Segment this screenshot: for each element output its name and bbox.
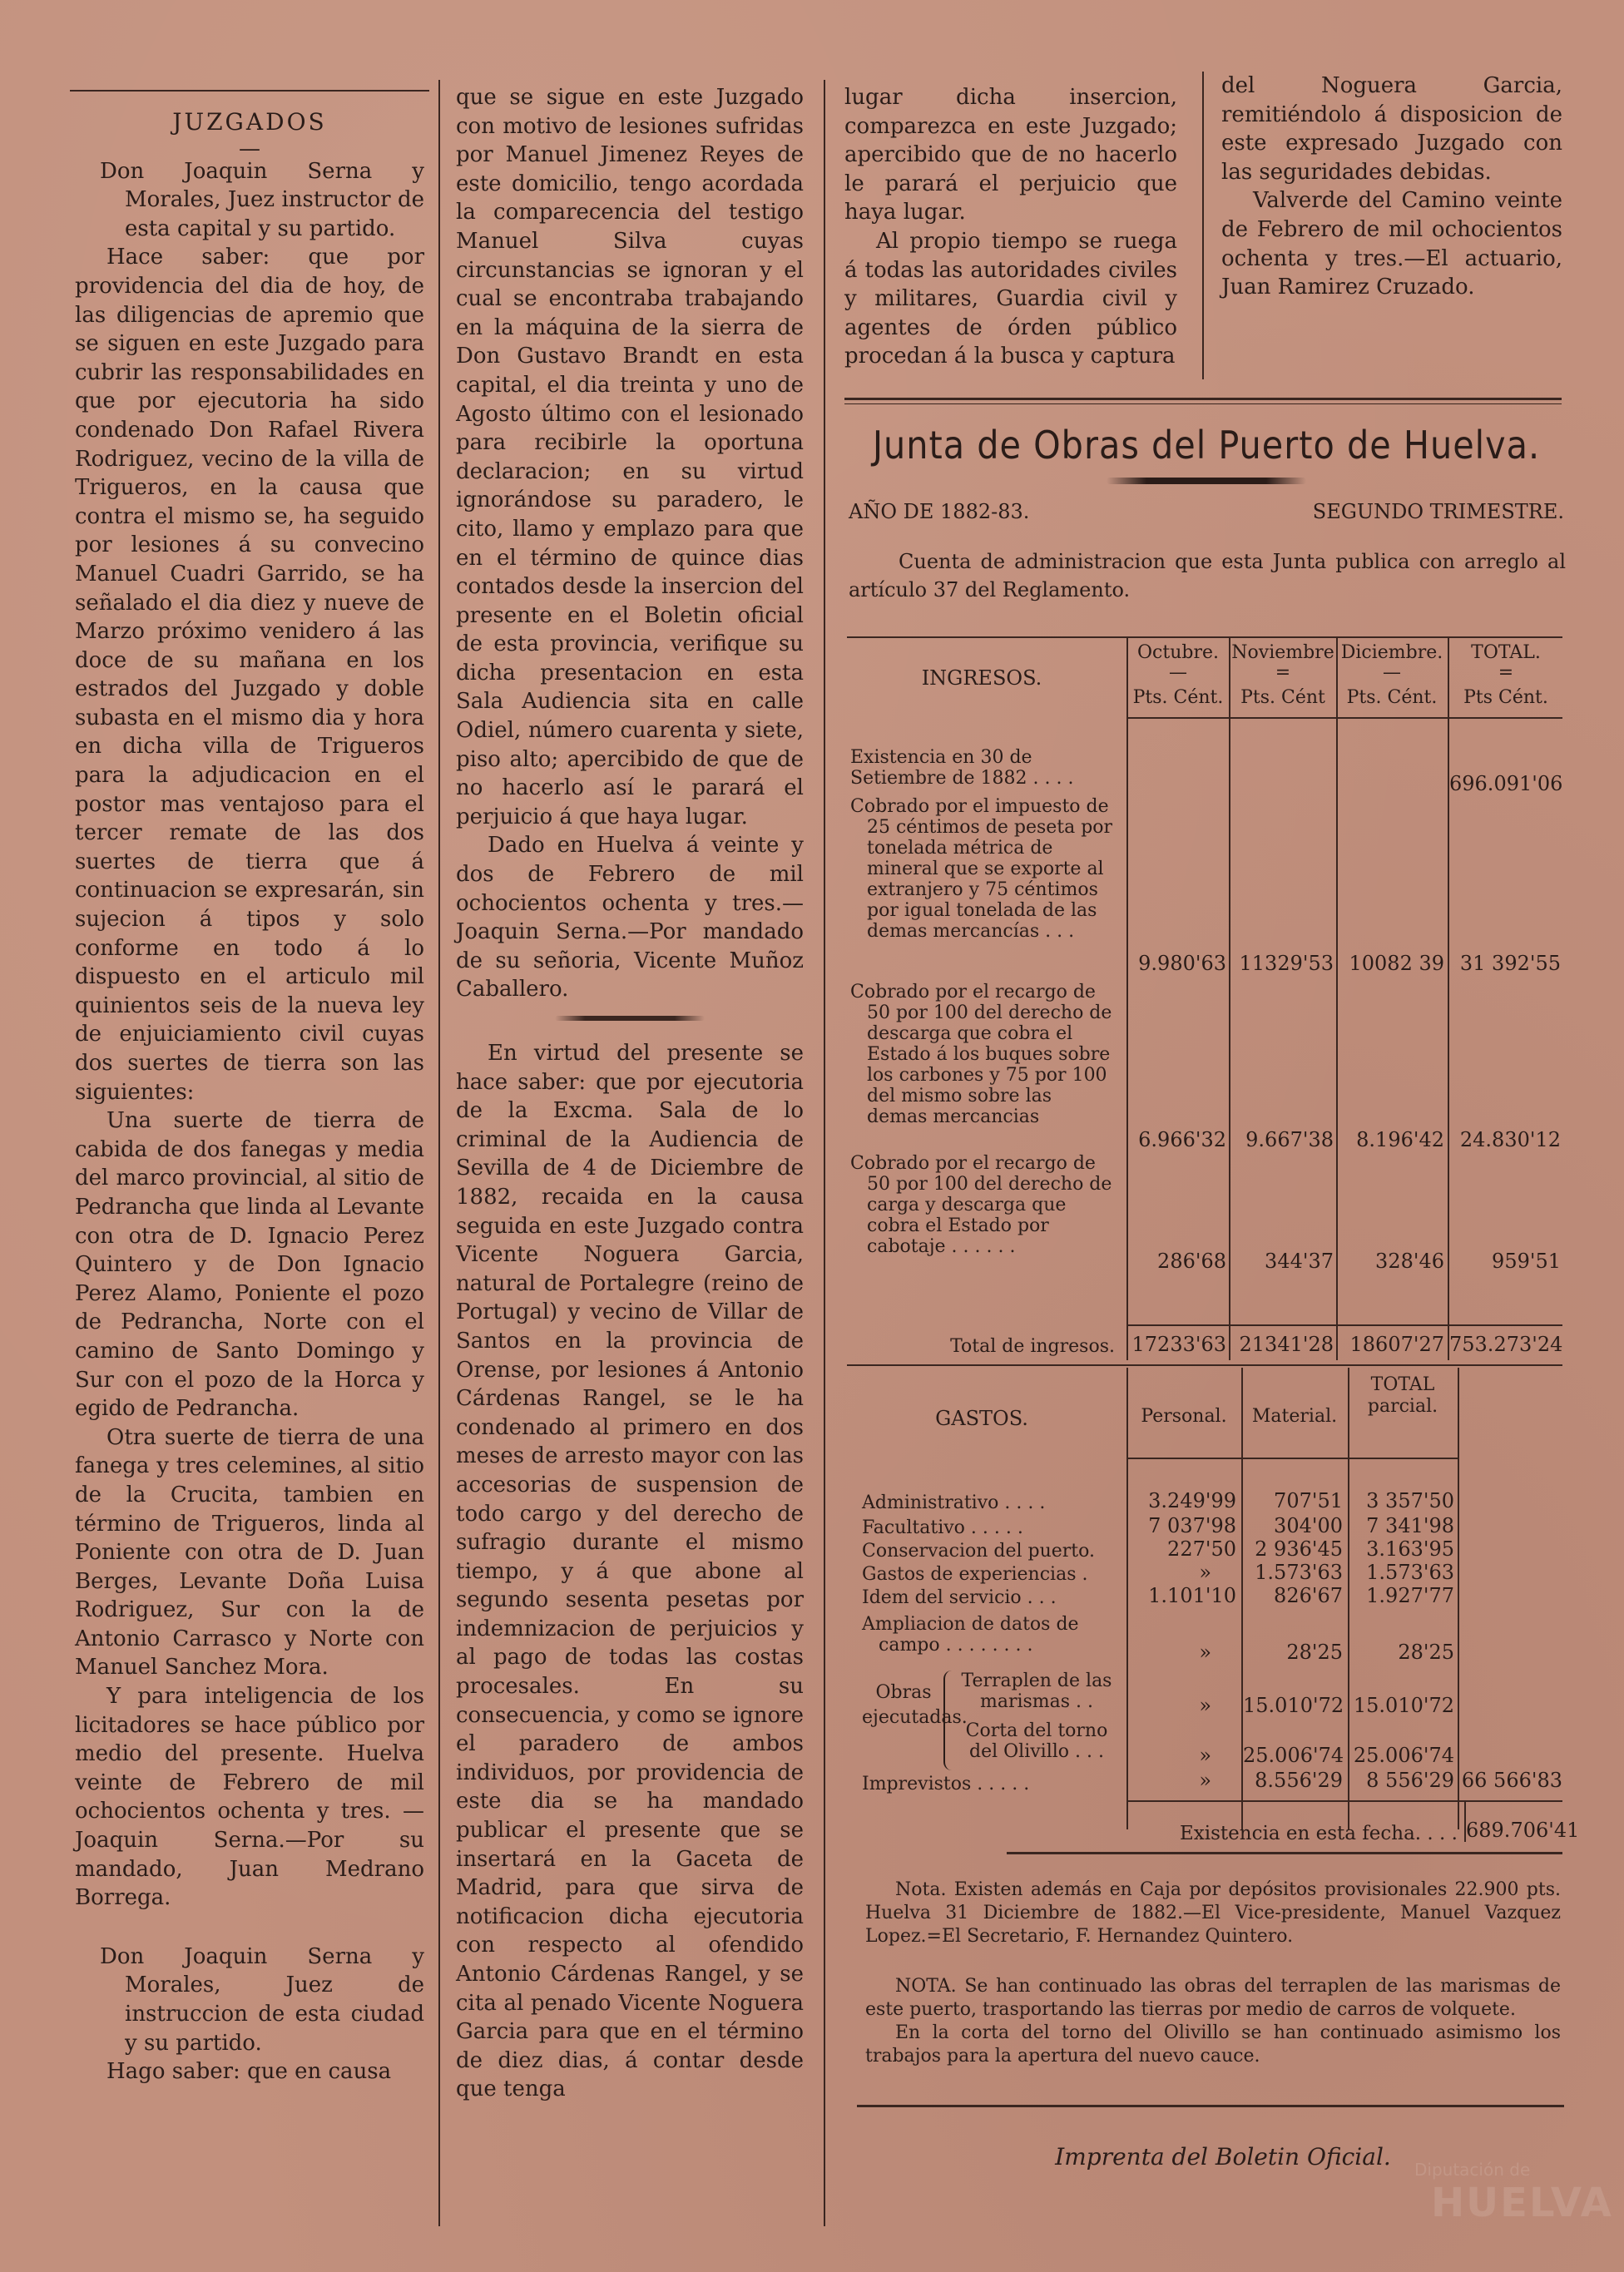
obras-row-parcial: 15.010'72 [1353, 1694, 1454, 1717]
imprevistos-parcial: 8 556'29 [1366, 1769, 1454, 1792]
income-row-label: Existencia en 30 de Setiembre de 1882 . . . . [850, 747, 1074, 789]
dash-nov: = [1275, 662, 1291, 683]
month-header-dic: Diciembre. [1340, 642, 1443, 663]
income-row-label: Cobrado por el recargo de 50 por 100 del derecho de carga y descarga que cobra el Estado por cabotaje . . . . . . [850, 1153, 1112, 1257]
income-row-dic: 8.196'42 [1356, 1128, 1444, 1151]
top-rule-col1 [70, 90, 429, 92]
notice-1-lot-2: Otra suerte de tierra de una fanega y tres celemines, al sitio de la Crucita, tambien en término de Trigueros, linda al Poniente con otra de D. Juan Berges, Levante Doña Luisa Rodriguez, Sur con la de Antonio Carrasco y Norte con Manuel Sanchez Mora. [75, 1424, 424, 1680]
column-divider-1 [438, 80, 440, 2226]
income-header-rule [1126, 717, 1562, 719]
imprevistos-label: Imprevistos . . . . . [862, 1774, 1030, 1794]
expense-bottom-rule [1126, 1800, 1562, 1802]
income-row-nov: 344'37 [1265, 1250, 1334, 1273]
gastos-row-label: Facultativo . . . . . [862, 1517, 1023, 1538]
income-row-dic: 10082 39 [1349, 952, 1444, 975]
gastos-row-parcial: 28'25 [1398, 1641, 1454, 1664]
income-row-total: 959'51 [1492, 1250, 1561, 1273]
income-row-total: 31 392'55 [1459, 952, 1561, 975]
gastos-label: GASTOS. [935, 1407, 1028, 1430]
obras-row-label: Corta del torno del Olivillo . . . [965, 1720, 1108, 1762]
obras-row-parcial: 25.006'74 [1353, 1744, 1454, 1767]
nota-1: Nota. Existen además en Caja por depósitos provisionales 22.900 pts. Huelva 31 Diciembre de 1882.—El Vice-presidente, Manuel Vazquez Lopez.=El Secretario, F. Hernandez Quintero. [865, 1879, 1561, 1947]
income-row-nov: 11329'53 [1239, 952, 1334, 975]
notice-3-remit: del Noguera Garcia, remitiéndolo á disposicion de este expresado Juzgado con las seguridades debidas. [1221, 73, 1562, 185]
existencia-label: Existencia en esta fecha. . . . [1180, 1823, 1458, 1844]
gastos-row-label: Ampliacion de datos de campo . . . . . . . . [862, 1614, 1079, 1656]
gastos-row-parcial: 7 341'98 [1366, 1514, 1454, 1537]
gastos-row-material: 826'67 [1274, 1584, 1343, 1607]
column-1 [75, 108, 424, 2086]
notice-3-body: En virtud del presente se hace saber: que por ejecutoria de la Excma. Sala de lo criminal de la Audiencia de Sevilla de 4 de Diciembre de 1882, recaida en la causa seguida en este Juzgado contra Vicente Noguera Garcia, natural de Portalegre (reino de Portugal) y vecino de Villar de Santos en la provincia de Orense, por lesiones á Antonio Cárdenas Rangel, se le ha condenado al primero en dos meses de arresto mayor con las accesorias de suspension de todo cargo y del derecho de sufragio durante el mismo tiempo, y á que abone al segundo sesenta pesetas por indemnizacion de perjuicios y al pago de todas las costas procesales. En su consecuencia, y como se ignore el paradero de ambos individuos, por providencia de este dia se ha mandado publicar el presente que se insertará en la Gaceta de Madrid, para que sirva de notificacion dicha ejecutoria con respecto al ofendido Antonio Cárdenas Rangel, y se cita al penado Vicente Noguera Garcia para que en el término de diez dias, á contar desde que tenga [456, 1041, 804, 2102]
notice-1-lot-1: Una suerte de tierra de cabida de dos fanegas y media del marco provincial, al sitio de Pedrancha que linda al Levante con otra de D. Ignacio Perez Quintero y de Don Ignacio Perez Alamo, Poniente el pozo de Pedrancha, Norte con el camino de Santo Domingo y Sur con el pozo de la Horca y egido de Pedrancha. [75, 1108, 424, 1422]
gastos-row-material: 304'00 [1274, 1514, 1343, 1537]
notice-3-request: Al propio tiempo se ruega á todas las autoridades civiles y militares, Guardia civil y agentes de órden público procedan á la busca y captura [844, 228, 1177, 369]
junta-quarter: SEGUNDO TRIMESTRE. [1312, 500, 1564, 523]
watermark-logo-text: HUELVA [1431, 2180, 1613, 2226]
heading-dash: — [239, 136, 260, 161]
income-sum-rule [1126, 1324, 1562, 1326]
month-header-oct: Octubre. [1137, 642, 1219, 663]
obras-row-personal: » [1199, 1744, 1211, 1767]
gastos-header-material: Material. [1251, 1406, 1338, 1427]
income-row-total: 696.091'06 [1449, 772, 1563, 795]
gastos-row-material: 1.573'63 [1255, 1561, 1343, 1584]
income-table-top-rule [847, 636, 1562, 638]
total-ingresos-oct: 17233'63 [1131, 1333, 1226, 1356]
gastos-row-label: Gastos de experiencias . [862, 1564, 1088, 1585]
gastos-row-label: Conservacion del puerto. [862, 1541, 1095, 1562]
unit-header-oct: Pts. Cént. [1132, 687, 1224, 708]
obras-row-personal: » [1199, 1694, 1211, 1717]
gastos-row-personal: » [1199, 1561, 1211, 1584]
obras-label: Obras ejecutadas. [862, 1682, 968, 1728]
section-heading-juzgados: JUZGADOS [172, 108, 327, 136]
expense-col-divider-4 [1458, 1368, 1459, 1829]
income-row-oct: 9.980'63 [1138, 952, 1226, 975]
notice-2-body: que se sigue en este Juzgado con motivo de lesiones sufridas por Manuel Jimenez Reyes de este domicilio, tengo acordada la comparecencia del testigo Manuel Silva cuyas circunstancias se ignoran y el cual se encontraba trabajando en la máquina de la sierra de Don Gustavo Brandt en esta capital, el dia treinta y uno de Agosto último con el lesionado para recibirle la oportuna declaracion; en su virtud ignorándose su paradero, le cito, llamo y emplazo para que en el término de quince dias contados desde la insercion del presente en el Boletin oficial de esta provincia, verifique su dicha presentacion en esta Sala Audiencia sita en calle Odiel, número cuarenta y siete, piso alto; apercibido de que de no hacerlo así le parará el perjuicio á que haya lugar. [456, 85, 804, 829]
dash-dic: — [1383, 662, 1401, 683]
junta-year: AÑO DE 1882-83. [849, 500, 1030, 523]
imprenta-footer: Imprenta del Boletin Oficial. [1055, 2143, 1391, 2171]
total-ingresos-label: Total de ingresos. [950, 1336, 1115, 1357]
notice-3-continued: lugar dicha insercion, comparezca en este Juzgado; apercibido que de no hacerlo le parará el perjuicio que haya lugar. [844, 85, 1177, 225]
income-bottom-rule [847, 1364, 1562, 1366]
unit-header-total: Pts Cént. [1463, 687, 1548, 708]
judge-title-2: Don Joaquin Serna y Morales, Juez de instruccion de esta ciudad y su partido. [100, 1943, 424, 2056]
gastos-row-parcial: 3 357'50 [1366, 1489, 1454, 1512]
notice-3-signature: Valverde del Camino veinte de Febrero de mil ochocientos ochenta y tres.—El actuario, Juan Ramirez Cruzado. [1221, 188, 1562, 300]
total-ingresos-nov: 21341'28 [1239, 1333, 1334, 1356]
judge-title-1: Don Joaquin Serna y Morales, Juez instructor de esta capital y su partido. [100, 158, 424, 241]
unit-header-dic: Pts. Cént. [1346, 687, 1438, 708]
gastos-header-rule [1126, 1458, 1458, 1459]
dash-oct: — [1169, 662, 1187, 683]
junta-intro: Cuenta de administracion que esta Junta publica con arreglo al artículo 37 del Reglamento. [849, 550, 1566, 601]
column-4-top [1221, 72, 1562, 302]
existencia-total: 689.706'41 [1466, 1819, 1580, 1842]
imprenta-rule [857, 2105, 1564, 2107]
gastos-row-label: Administrativo . . . . [862, 1492, 1046, 1513]
income-row-label: Cobrado por el impuesto de 25 céntimos de peseta por tonelada métrica de mineral que se exporte al extranjero y 75 céntimos por igual tonelada de las demas mercancías . . . [850, 796, 1113, 942]
junta-top-rule [844, 398, 1562, 400]
junta-ornament [1107, 478, 1306, 484]
imprevistos-personal: » [1199, 1769, 1211, 1792]
month-header-nov: Noviembre [1231, 642, 1334, 663]
income-row-label: Cobrado por el recargo de 50 por 100 del derecho de descarga que cobra el Estado á los buques sobre los carbones y 75 por 100 del mismo sobre las demas mercancias [850, 982, 1112, 1127]
unit-header-nov: Pts. Cént [1240, 687, 1325, 708]
notice-2-closing: Dado en Huelva á veinte y dos de Febrero de mil ochocientos ochenta y tres.—Joaquin Serna.—Por mandado de su señoria, Vicente Muñoz Caballero. [456, 833, 804, 1002]
column-divider-3 [1202, 72, 1204, 379]
notice-2-start: Hago saber: que en causa [106, 2059, 392, 2085]
ornament-divider [555, 1016, 705, 1021]
income-row-oct: 286'68 [1157, 1250, 1226, 1273]
imprevistos-material: 8.556'29 [1255, 1769, 1343, 1792]
nota-2a: NOTA. Se han continuado las obras del terraplen de las marismas de este puerto, trasportando las tierras por medio de carros de volquete. [865, 1976, 1561, 2020]
obras-row-material: 15.010'72 [1243, 1694, 1344, 1717]
gastos-row-material: 707'51 [1274, 1489, 1343, 1512]
gastos-row-label: Idem del servicio . . . [862, 1587, 1057, 1608]
income-row-dic: 328'46 [1375, 1250, 1444, 1273]
gastos-row-personal: 227'50 [1167, 1537, 1236, 1561]
gastos-row-personal: 3.249'99 [1148, 1489, 1236, 1512]
income-row-oct: 6.966'32 [1138, 1128, 1226, 1151]
existencia-rule [1007, 1852, 1562, 1854]
junta-top-rule-thin [844, 403, 1562, 404]
obras-row-label: Terraplen de las marismas . . [961, 1671, 1112, 1712]
dash-total: = [1498, 662, 1514, 683]
watermark-small-text: Diputación de [1414, 2160, 1531, 2180]
gastos-total: 66 566'83 [1461, 1769, 1562, 1792]
gastos-row-parcial: 1.927'77 [1366, 1584, 1454, 1607]
gastos-header-parcial: TOTAL parcial. [1367, 1374, 1438, 1417]
total-ingresos-dic: 18607'27 [1349, 1333, 1444, 1356]
column-3-top [844, 83, 1177, 371]
gastos-row-material: 28'25 [1286, 1641, 1343, 1664]
ingresos-label: INGRESOS. [921, 666, 1042, 690]
gastos-row-parcial: 1.573'63 [1366, 1561, 1454, 1584]
obras-brace [943, 1671, 953, 1770]
month-header-total: TOTAL. [1471, 642, 1541, 663]
gastos-row-personal: » [1199, 1641, 1211, 1664]
income-row-total: 24.830'12 [1459, 1128, 1561, 1151]
gastos-row-parcial: 3.163'95 [1366, 1537, 1454, 1561]
column-2 [456, 83, 804, 2104]
gastos-row-material: 2 936'45 [1255, 1537, 1343, 1561]
junta-title: Junta de Obras del Puerto de Huelva. [872, 423, 1541, 468]
notice-1-closing: Y para inteligencia de los licitadores se hace público por medio del presente. Huelva veinte de Febrero de mil ochocientos ochenta y tres. —Joaquin Serna.—Por su mandado, Juan Medrano Borrega. [75, 1684, 424, 1911]
notice-1-body: Hace saber: que por providencia del dia de hoy, de las diligencias de apremio que se siguen en este Juzgado para cubrir las responsabilidades en que por ejecutoria ha sido condenado Don Rafael Rivera Rodriguez, vecino de la villa de Trigueros, en la causa que contra el mismo se, ha seguido por lesiones á su convecino Manuel Cuadri Garrido, se ha señalado el dia diez y nueve de Marzo próximo venidero á las doce de su mañana en los estrados del Juzgado y doble subasta en el mismo dia y hora en dicha villa de Trigueros para la adjudicacion en el postor mas ventajoso para el tercer remate de las dos suertes de tierra que á continuacion se expresarán, sin sujecion á tipos y solo conforme en todo á lo dispuesto en el articulo mil quinientos seis de la nueva ley de enjuiciamiento civil cuyas dos suertes de tierra son las siguientes: [75, 245, 424, 1105]
gastos-row-personal: 7 037'98 [1148, 1514, 1236, 1537]
obras-row-material: 25.006'74 [1243, 1744, 1344, 1767]
total-ingresos-total: 753.273'24 [1449, 1333, 1563, 1356]
gastos-row-personal: 1.101'10 [1148, 1584, 1236, 1607]
gastos-header-personal: Personal. [1141, 1406, 1227, 1427]
income-row-nov: 9.667'38 [1245, 1128, 1334, 1151]
column-divider-2 [824, 80, 825, 2226]
nota-2b: En la corta del torno del Olivillo se han continuado asimismo los trabajos para la apertura del nuevo cauce. [865, 2022, 1561, 2067]
